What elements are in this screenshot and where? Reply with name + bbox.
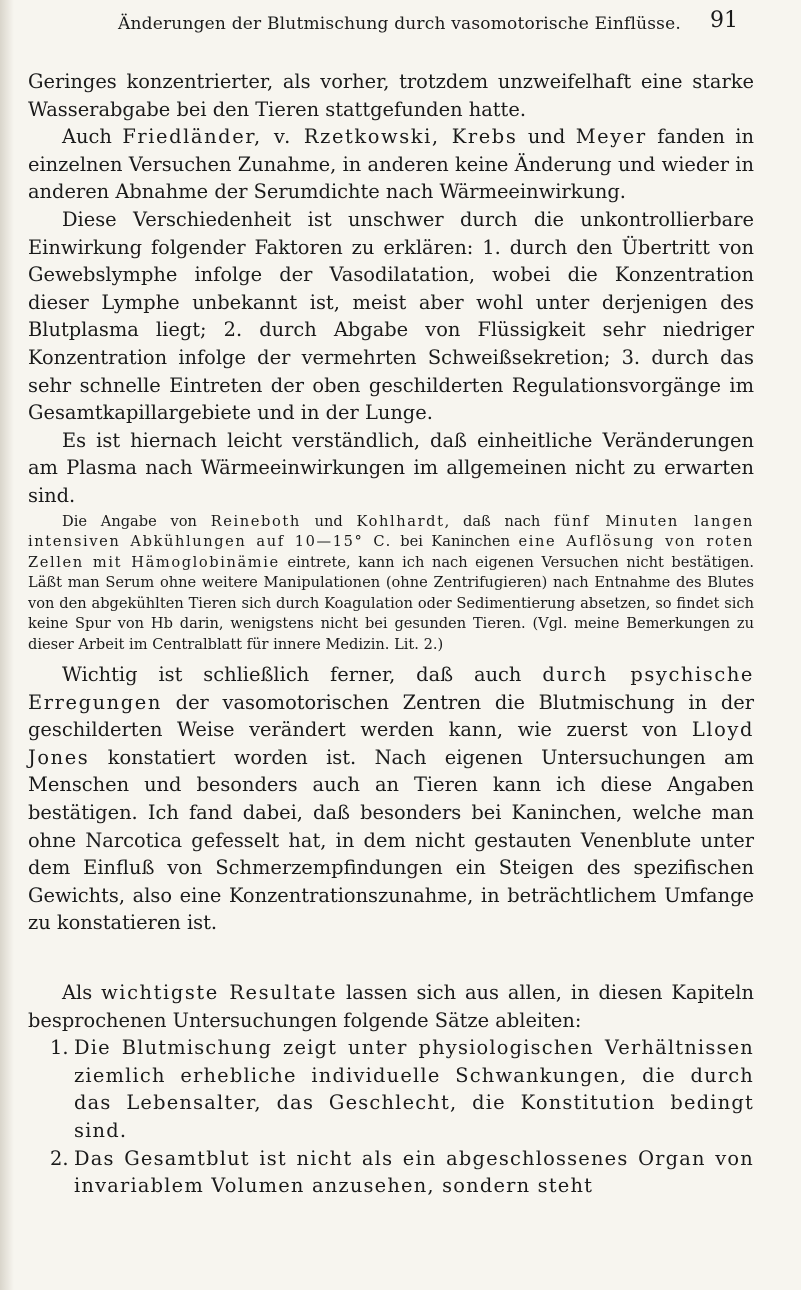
- paragraph-3: Diese Verschiedenheit ist unschwer durch die unkontrollierbare Einwirkung folgender Faktoren zu erklären: 1. durch den Übertritt von Gewebslymphe infolge der Vasodilatation, wobei die Konzentration dieser Lymphe unbekannt ist, meist aber wohl unter derjenigen des Blutplasma liegt; 2. durch Abgabe von Flüssigkeit sehr niedriger Konzentration infolge der vermehrten Schweißsekretion; 3. durch das sehr schnelle Eintreten der oben geschilderten Regulationsvorgänge im Gesamtkapillargebiete und in der Lunge.: [28, 207, 754, 425]
- small-emphasis-2: eine Auflösung von roten Zellen mit Hämoglobinämie: [28, 533, 754, 571]
- small-emphasis-1: fünf Minuten langen intensiven Abkühlungen auf 10—15° C.: [28, 512, 754, 550]
- paragraph-5-pre: Wichtig ist schließlich ferner, daß auch: [62, 663, 543, 686]
- section-gap: [28, 937, 754, 979]
- paragraph-2: [28, 123, 754, 206]
- footnote-block: [28, 512, 754, 656]
- author-name-kohlhardt: Kohlhardt: [356, 512, 445, 530]
- paragraph-5-emphasis: durch psychische Erregungen: [28, 663, 754, 714]
- paragraph-2-rest: fanden in einzelnen Versuchen Zunahme, in anderen keine Änderung und wieder in anderen Abnahme der Serumdichte nach Wärmeeinwirkung.: [28, 125, 754, 204]
- paragraph-1: Geringes konzentrierter, als vorher, trotzdem unzweifelhaft eine starke Wasserabgabe bei den Tieren stattgefunden hatte.: [28, 70, 754, 121]
- paragraph-5: [28, 661, 754, 937]
- paragraph-6-rest: lassen sich aus allen, in diesen Kapiteln besprochenen Untersuchungen folgende Sätze ableiten:: [28, 980, 755, 1032]
- page-number: 91: [710, 8, 738, 33]
- small-rest: eintrete, kann ich nach eigenen Versuchen nicht bestätigen. Läßt man Serum ohne weitere Manipulationen (ohne Zentrifugieren) nach Entnahme des Blutes von den abgekühlten Tieren sich durch Koagulation oder Sedimentierung absetzen, so findet sich keine Spur von Hb darin, wenigstens nicht bei gesunden Tieren. (Vgl. meine Bemerkungen zu dieser Arbeit im Centralblatt für innere Medizin. Lit. 2.): [28, 553, 754, 653]
- small-pre: Die Angabe von: [62, 512, 211, 530]
- paragraph-6: [28, 979, 754, 1034]
- body-text: [28, 68, 754, 1200]
- list-item: [28, 1034, 754, 1144]
- main-text-block-2: [28, 661, 754, 1200]
- paragraph-6-emphasis: wichtigste Resultate: [101, 980, 338, 1004]
- author-name-reineboth: Reineboth: [210, 512, 301, 530]
- paragraph-4: Es ist hiernach leicht verständlich, daß einheitliche Veränderungen am Plasma nach Wärmeeinwirkungen im allgemeinen nicht zu erwarten sind.: [28, 428, 754, 507]
- author-names: Friedländer, v. Rzetkowski, Krebs: [122, 125, 518, 149]
- page-header: [118, 6, 738, 46]
- small-mid: , daß nach: [444, 512, 554, 530]
- main-text-block-1: [28, 68, 754, 510]
- paragraph-2-intro: Auch: [62, 125, 123, 149]
- list-item-number: 2.: [50, 1146, 69, 1170]
- paragraph-2-and: und: [517, 125, 576, 149]
- list-item: [28, 1145, 754, 1200]
- list-item-text: Die Blutmischung zeigt unter physiologischen Verhältnissen ziemlich erhebliche individuelle Schwankungen, die durch das Lebensalter, das Geschlecht, die Konstitution bedingt sind.: [74, 1036, 754, 1142]
- small-print-paragraph: [28, 512, 754, 656]
- list-item-text: Das Gesamtblut ist nicht als ein abgeschlossenes Organ von invariablem Volumen anzusehen, sondern steht: [74, 1146, 754, 1198]
- results-list: [28, 1034, 754, 1200]
- page-edge-shadow: [0, 0, 14, 1290]
- running-title: Änderungen der Blutmischung durch vasomotorische Einflüsse.: [118, 14, 681, 34]
- paragraph-6-pre: Als: [62, 980, 102, 1004]
- paragraph-5-rest: konstatiert worden ist. Nach eigenen Untersuchungen am Menschen und besonders auch an Tieren kann ich diese Angaben bestätigen. Ich fand dabei, daß besonders bei Kaninchen, welche man ohne Narcotica gefesselt hat, in dem nicht gestauten Venenblute unter dem Einfluß von Schmerzempfindungen ein Steigen des spezifischen Gewichts, also eine Konzentrationszunahme, in beträchtlichem Umfange zu konstatieren ist.: [28, 745, 754, 935]
- author-name-meyer: Meyer: [575, 125, 647, 149]
- small-and: und: [300, 512, 357, 530]
- paragraph-5-mid: der vasomotorischen Zentren die Blutmischung in der geschilderten Weise verändert werden kann, wie zuerst von: [28, 690, 754, 742]
- small-mid-2: bei Kaninchen: [391, 533, 519, 550]
- author-name-lloyd-jones: Lloyd Jones: [28, 718, 754, 769]
- list-item-number: 1.: [50, 1036, 69, 1060]
